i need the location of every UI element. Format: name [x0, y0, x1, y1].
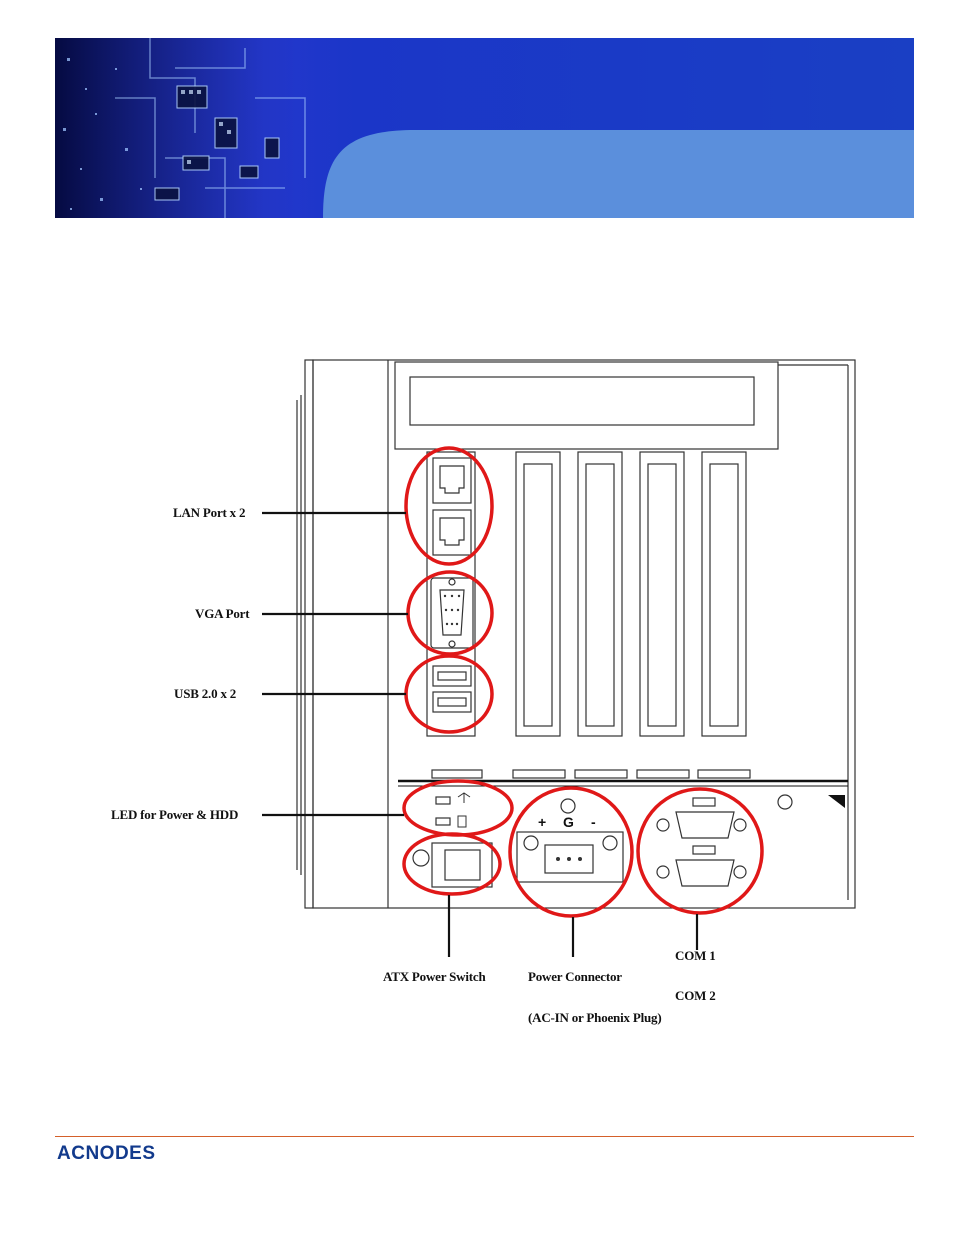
usb-port-1	[433, 666, 471, 686]
logo-text: ACNODES	[57, 1143, 156, 1164]
power-led-icon	[458, 793, 470, 803]
com1-label: COM 1	[675, 948, 716, 963]
chassis-left-rail	[305, 360, 313, 908]
vga-port-label: VGA Port	[195, 606, 250, 621]
com1-port	[676, 812, 734, 838]
usb-label: USB 2.0 x 2	[174, 686, 237, 701]
lan-port-2	[433, 510, 471, 555]
vga-port	[431, 578, 473, 648]
expansion-slots	[516, 452, 746, 736]
power-highlight	[510, 788, 632, 916]
expansion-bracket-opening	[410, 377, 754, 425]
terminal-minus: -	[591, 814, 596, 830]
chassis-body	[313, 360, 855, 908]
lan-port-label: LAN Port x 2	[173, 505, 246, 520]
hdd-led-icon	[458, 816, 466, 827]
com2-label: COM 2	[675, 988, 716, 1003]
led-label: LED for Power & HDD	[111, 807, 239, 822]
power-led	[436, 797, 450, 804]
company-logo	[57, 1140, 217, 1166]
power-connector-note: (AC-IN or Phoenix Plug)	[528, 1010, 662, 1025]
lan-port-1	[433, 458, 471, 503]
power-connector-label: Power Connector	[528, 969, 622, 984]
com-highlight	[638, 789, 762, 913]
terminal-ground: G	[563, 814, 574, 830]
atx-switch-label: ATX Power Switch	[383, 969, 486, 984]
expansion-bracket	[395, 362, 778, 449]
terminal-plus: +	[538, 814, 547, 830]
power-connector	[517, 832, 623, 882]
hdd-led	[436, 818, 450, 825]
usb-port-2	[433, 692, 471, 712]
com2-port	[676, 860, 734, 886]
footer-rule	[55, 1136, 914, 1137]
usb-highlight	[406, 656, 492, 732]
